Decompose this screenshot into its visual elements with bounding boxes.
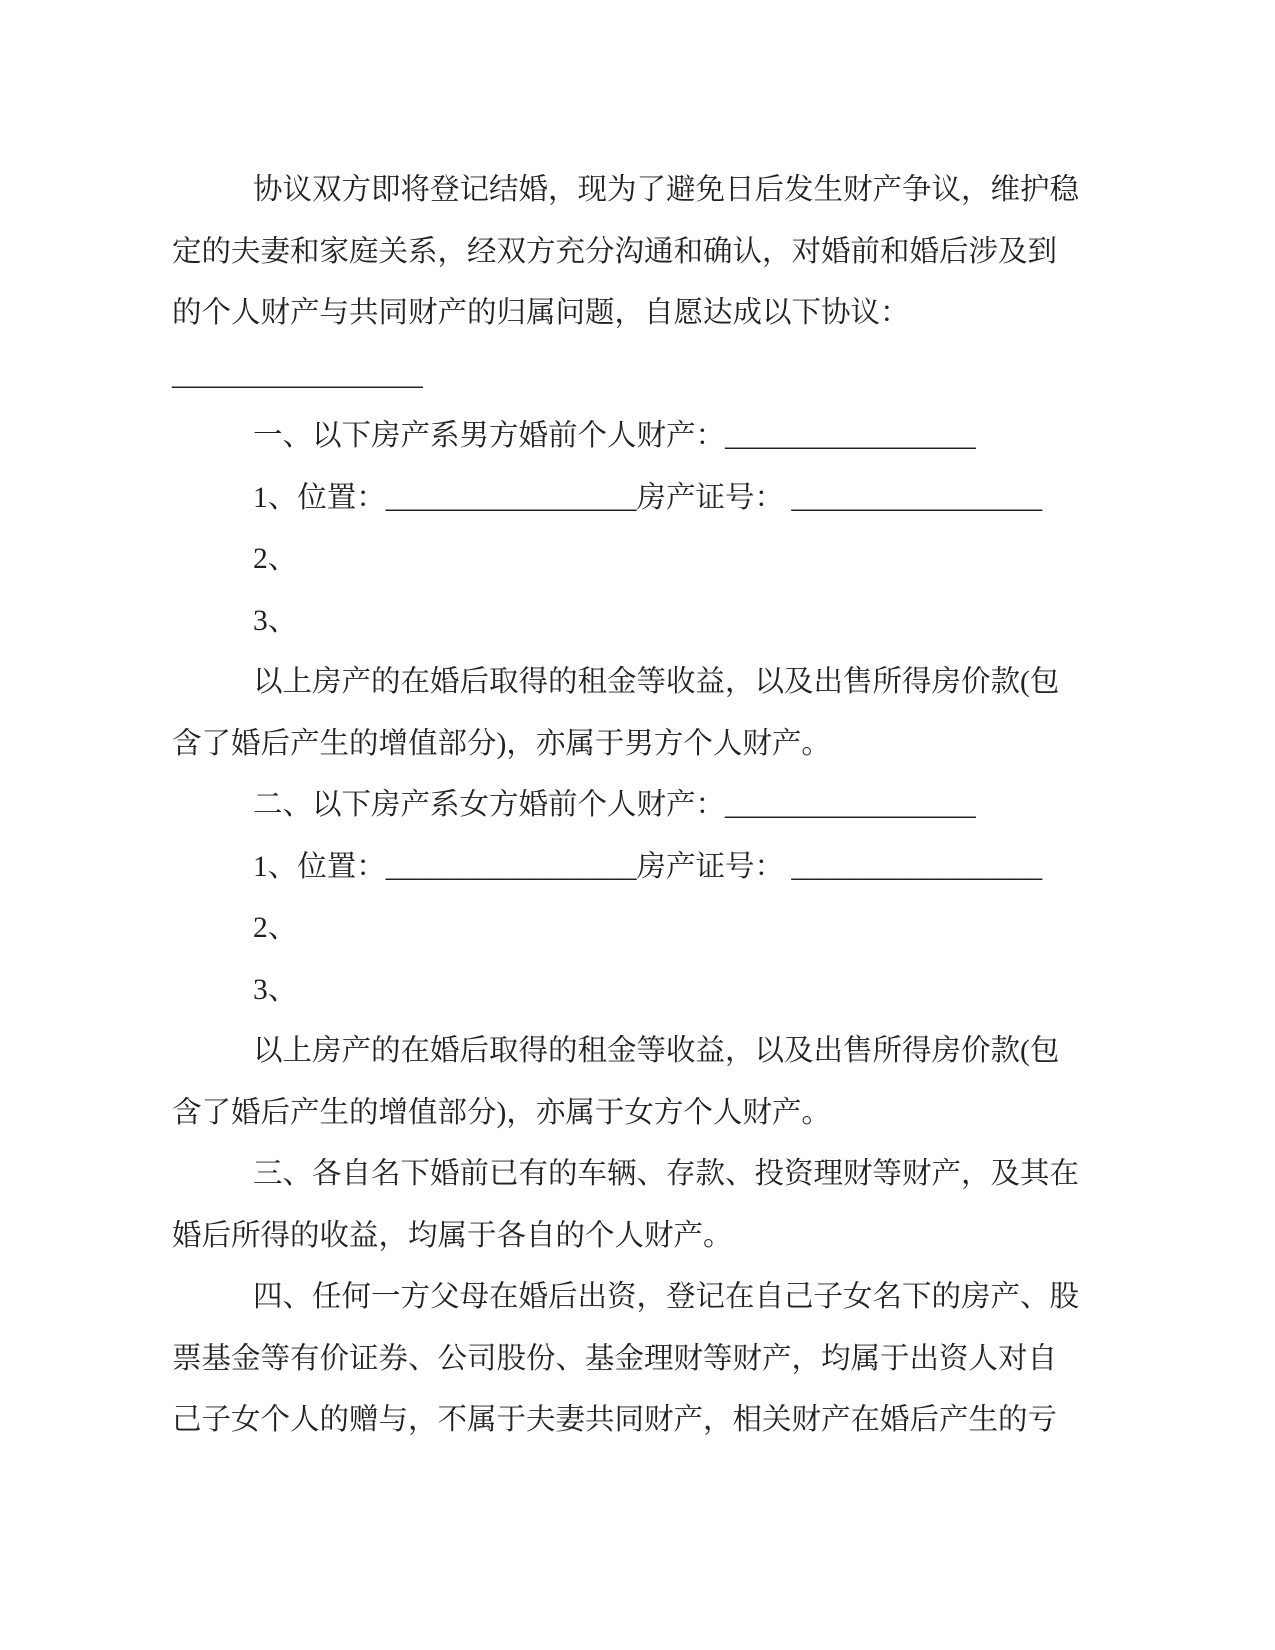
document-line: 3、 (253, 973, 298, 1006)
document-line: 四、任何一方父母在婚后出资，登记在自己子女名下的房产、股 (253, 1281, 1080, 1313)
document-line: 己子女个人的赠与，不属于夫妻共同财产，相关财产在婚后产生的亏 (172, 1404, 1058, 1436)
document-line: 票基金等有价证券、公司股份、基金理财等财产，均属于出资人对自 (172, 1342, 1058, 1375)
document-line: 2、 (253, 912, 298, 944)
document-line: 定的夫妻和家庭关系，经双方充分沟通和确认，对婚前和婚后涉及到 (172, 235, 1058, 268)
document-line: 的个人财产与共同财产的归属问题，自愿达成以下协议： (172, 297, 910, 329)
document-line: 以上房产的在婚后取得的租金等收益，以及出售所得房价款(包 (253, 1035, 1060, 1067)
document-line: 2、 (253, 543, 298, 575)
document-line: 以上房产的在婚后取得的租金等收益，以及出售所得房价款(包 (253, 666, 1060, 698)
document-line: 婚后所得的收益，均属于各自的个人财产。 (172, 1219, 733, 1252)
document-body (172, 160, 1112, 1452)
document-line: 1、位置：_________________房产证号： _________________ (253, 481, 1043, 514)
document-line: 含了婚后产生的增值部分)，亦属于男方个人财产。 (172, 727, 831, 760)
document-line: 含了婚后产生的增值部分)，亦属于女方个人财产。 (172, 1096, 831, 1129)
document-line: 协议双方即将登记结婚，现为了避免日后发生财产争议，维护稳 (253, 174, 1080, 206)
document-line: 1、位置：_________________房产证号： _________________ (253, 850, 1043, 883)
document-line: 二、以下房产系女方婚前个人财产：_________________ (253, 789, 976, 821)
document-line: 一、以下房产系男方婚前个人财产：_________________ (253, 420, 976, 452)
document-line: 三、各自名下婚前已有的车辆、存款、投资理财等财产，及其在 (253, 1158, 1080, 1190)
fill-in-blank-line: _________________ (172, 358, 423, 391)
document-line: 3、 (253, 604, 298, 637)
